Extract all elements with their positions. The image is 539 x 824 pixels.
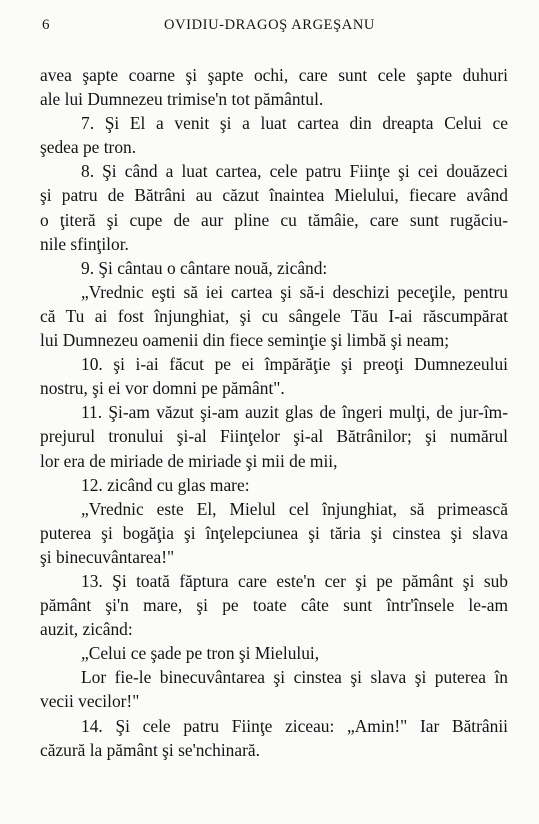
text-line: 14. Şi cele patru Fiinţe ziceau: „Amin!" Iar Bătrânii bbox=[81, 715, 508, 736]
text-line: 11. Şi-am văzut şi-am auzit glas de îngeri mulţi, de jur-îm- bbox=[81, 402, 508, 423]
body-text bbox=[40, 63, 508, 762]
text-line: nile sfinţilor. bbox=[40, 233, 129, 254]
text-line: 7. Şi El a venit şi a luat cartea din dreapta Celui ce bbox=[81, 113, 508, 134]
text-line: şi patru de Bătrâni au căzut înaintea Mielului, fiecare având bbox=[40, 185, 508, 206]
text-line: 13. Şi toată făptura care este'n cer şi pe pământ şi sub bbox=[81, 570, 508, 591]
text-line: „Celui ce şade pe tron şi Mielului, bbox=[81, 643, 320, 664]
page-number: 6 bbox=[42, 17, 50, 33]
text-line: lor era de miriade de miriade şi mii de mii, bbox=[40, 450, 338, 471]
text-line: auzit, zicând: bbox=[40, 619, 133, 640]
text-line: lui Dumnezeu oamenii din fiece seminţie şi limbă şi neam; bbox=[40, 330, 450, 351]
text-line: „Vrednic eşti să iei cartea şi să-i deschizi peceţile, pentru bbox=[81, 281, 508, 302]
text-line: căzură la pământ şi se'nchinară. bbox=[40, 739, 260, 760]
text-line: o ţiteră şi cupe de aur pline cu tămâie, care sunt rugăciu- bbox=[40, 209, 508, 230]
text-line: Lor fie-le binecuvântarea şi cinstea şi slava şi puterea în bbox=[81, 667, 508, 688]
text-line: nostru, şi ei vor domni pe pământ". bbox=[40, 378, 285, 399]
text-line: ale lui Dumnezeu trimise'n tot pământul. bbox=[40, 89, 324, 110]
text-line: 12. zicând cu glas mare: bbox=[81, 474, 250, 495]
text-line: prejurul tronului şi-al Fiinţelor şi-al Bătrânilor; şi numărul bbox=[40, 426, 508, 447]
text-line: puterea şi bogăţia şi înţelepciunea şi tăria şi cinstea şi slava bbox=[40, 522, 508, 543]
text-line: 9. Şi cântau o cântare nouă, zicând: bbox=[81, 257, 328, 278]
text-line: şedea pe tron. bbox=[40, 137, 137, 158]
text-line: 8. Şi când a luat cartea, cele patru Fiinţe şi cei douăzeci bbox=[81, 161, 508, 182]
text-line: avea şapte coarne şi şapte ochi, care sunt cele şapte duhuri bbox=[40, 65, 508, 85]
text-line: şi binecuvântarea!" bbox=[40, 546, 175, 567]
text-line: 10. şi i-ai făcut pe ei împărăţie şi preoţi Dumnezeului bbox=[81, 354, 508, 375]
running-head: OVIDIU-DRAGOŞ ARGEŞANU bbox=[164, 17, 375, 33]
text-line: că Tu ai fost înjunghiat, şi cu sângele Tău I-ai răscumpărat bbox=[40, 305, 508, 326]
page-header bbox=[0, 17, 539, 39]
text-line: vecii vecilor!" bbox=[40, 691, 140, 712]
text-line: „Vrednic este El, Mielul cel înjunghiat, să primească bbox=[81, 498, 508, 519]
text-line: pământ şi'n mare, şi pe toate câte sunt într'însele le-am bbox=[40, 595, 508, 616]
